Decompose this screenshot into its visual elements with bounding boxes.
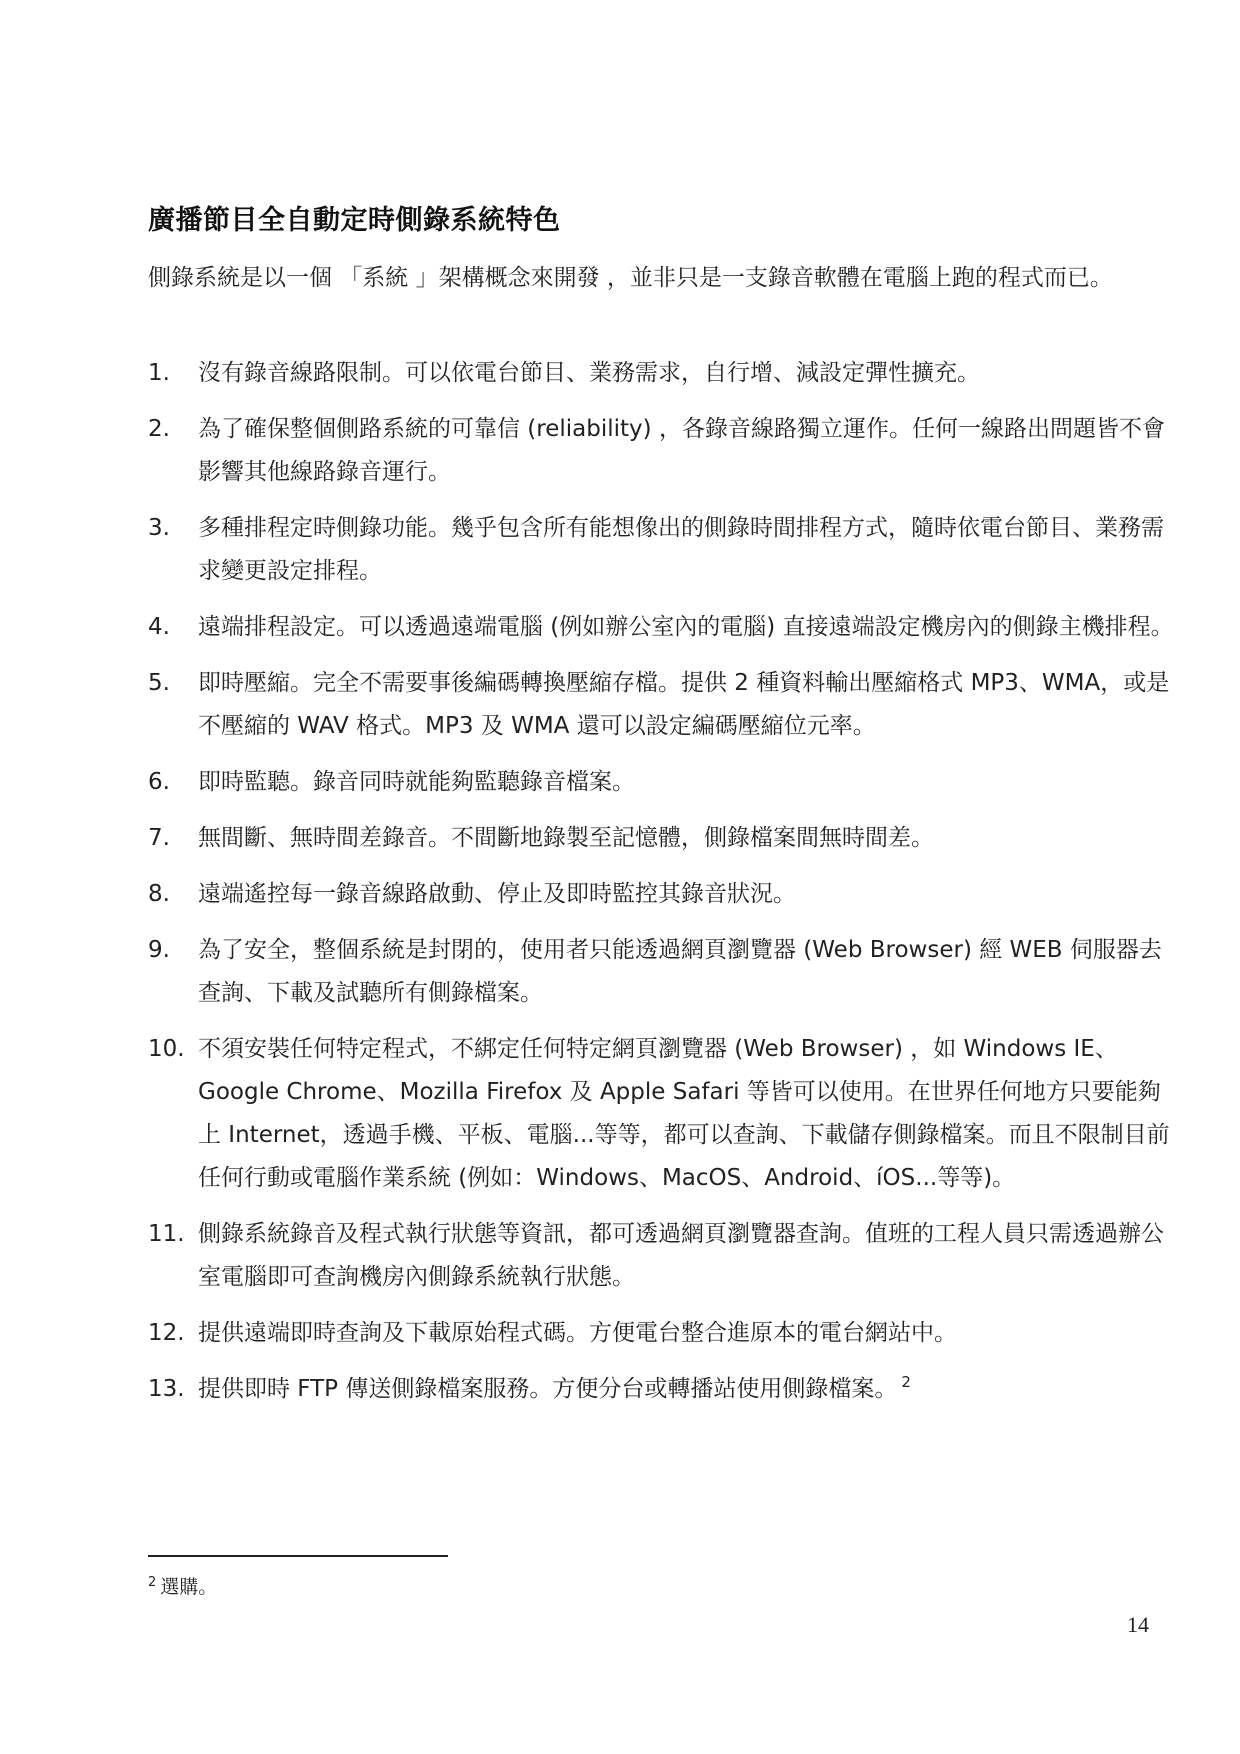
list-item-number: 4. xyxy=(148,614,170,640)
list-item-number: 5. xyxy=(148,670,170,696)
list-item-text: 多種排程定時側錄功能。幾乎包含所有能想像出的側錄時間排程方式，隨時依電台節目、業務需求變更設定排程。 xyxy=(198,515,1164,584)
list-item xyxy=(148,606,1178,649)
list-item-text: 提供遠端即時查詢及下載原始程式碼。方便電台整合進原本的電台網站中。 xyxy=(198,1320,957,1346)
feature-list xyxy=(148,352,1178,1424)
list-item xyxy=(148,507,1178,593)
list-item-text: 即時壓縮。完全不需要事後編碼轉換壓縮存檔。提供 2 種資料輸出壓縮格式 MP3、WMA，或是不壓縮的 WAV 格式。MP3 及 WMA 還可以設定編碼壓縮位元率。 xyxy=(198,670,1170,739)
footnote-text: 選購。 xyxy=(160,1576,218,1598)
list-item xyxy=(148,352,1178,395)
list-item-number: 3. xyxy=(148,515,170,541)
list-item xyxy=(148,873,1178,916)
list-item-text: 即時監聽。錄音同時就能夠監聽錄音檔案。 xyxy=(198,769,635,795)
list-item-text: 遠端遙控每一錄音線路啟動、停止及即時監控其錄音狀況。 xyxy=(198,881,796,907)
list-item-number: 10. xyxy=(148,1036,185,1062)
list-item-text: 不須安裝任何特定程式，不綁定任何特定網頁瀏覽器 (Web Browser) ，如 Windows IE、Google Chrome、Mozilla Firefox 及 Apple Safari 等皆可以使用。在世界任何地方只要能夠上 Internet，透過手機、平板、電腦...等等，都可以查詢、下載儲存側錄檔案。而且不限制目前任何行動或電腦作業系統 (例如：Windows、MacOS、Android、íOS...等等)。 xyxy=(198,1036,1170,1191)
list-item-text: 提供即時 FTP 傳送側錄檔案服務。方便分台或轉播站使用側錄檔案。 xyxy=(198,1376,898,1402)
list-item-number: 1. xyxy=(148,360,170,386)
list-item-number: 6. xyxy=(148,769,170,795)
list-item xyxy=(148,1213,1178,1299)
intro-paragraph: 側錄系統是以一個 「系統 」架構概念來開發 ，並非只是一支錄音軟體在電腦上跑的程式而已。 xyxy=(148,265,1113,291)
list-item-number: 7. xyxy=(148,825,170,851)
list-item-number: 9. xyxy=(148,937,170,963)
list-item xyxy=(148,1312,1178,1355)
list-item xyxy=(148,929,1178,1015)
list-item-text: 遠端排程設定。可以透過遠端電腦 (例如辦公室內的電腦) 直接遠端設定機房內的側錄主機排程。 xyxy=(198,614,1174,640)
footnote-divider xyxy=(148,1555,448,1557)
section-heading: 廣播節目全自動定時側錄系統特色 xyxy=(148,205,561,236)
list-item-number: 11. xyxy=(148,1221,185,1247)
list-item xyxy=(148,1028,1178,1200)
footnote-reference[interactable]: 2 xyxy=(901,1373,911,1392)
list-item-number: 2. xyxy=(148,416,170,442)
list-item xyxy=(148,761,1178,804)
list-item-number: 13. xyxy=(148,1376,185,1402)
list-item-number: 8. xyxy=(148,881,170,907)
list-item-text: 沒有錄音線路限制。可以依電台節目、業務需求，自行增、減設定彈性擴充。 xyxy=(198,360,980,386)
list-item-text: 為了安全，整個系統是封閉的，使用者只能透過網頁瀏覽器 (Web Browser) 經 WEB 伺服器去查詢、下載及試聽所有側錄檔案。 xyxy=(198,937,1162,1006)
list-item xyxy=(148,408,1178,494)
list-item xyxy=(148,1368,1178,1411)
list-item-text: 側錄系統錄音及程式執行狀態等資訊，都可透過網頁瀏覽器查詢。值班的工程人員只需透過辦公室電腦即可查詢機房內側錄系統執行狀態。 xyxy=(198,1221,1164,1290)
page-number: 14 xyxy=(1127,1612,1149,1637)
footnote-marker: 2 xyxy=(148,1574,157,1590)
footnote xyxy=(148,1572,217,1599)
list-item xyxy=(148,662,1178,748)
list-item-text: 為了確保整個側路系統的可靠信 (reliability) ，各錄音線路獨立運作。任何一線路出問題皆不會影響其他線路錄音運行。 xyxy=(198,416,1165,485)
list-item-number: 12. xyxy=(148,1320,185,1346)
list-item xyxy=(148,817,1178,860)
list-item-text: 無間斷、無時間差錄音。不間斷地錄製至記憶體，側錄檔案間無時間差。 xyxy=(198,825,934,851)
